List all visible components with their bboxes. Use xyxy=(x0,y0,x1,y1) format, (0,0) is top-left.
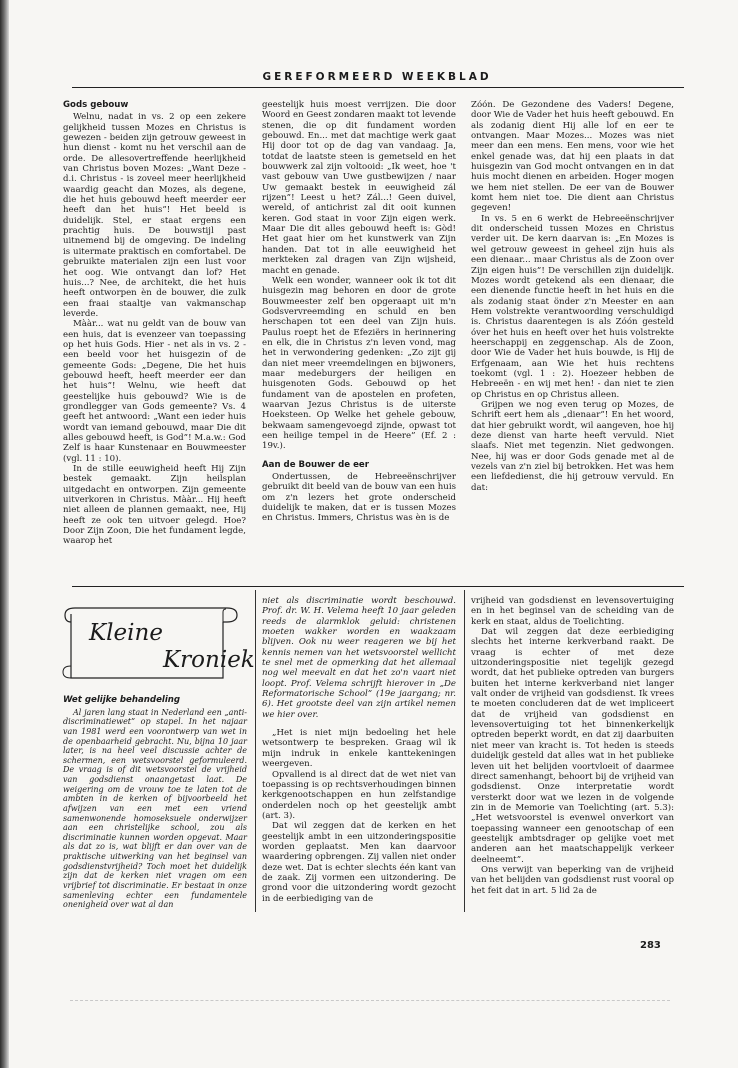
column-3 xyxy=(471,100,674,493)
paragraph: niet als discriminatie wordt beschouwd. Prof. dr. W. H. Velema heeft 10 jaar geleden reeds de alarmklok geluid: christenen moeten wakker worden en waakzaam blijven. Ook nu weer reageren we bij het kennis nemen van het wetsvoorstel wellicht te snel met de opmerking dat het allemaal nog wel meevalt en dat het zo'n vaart niet loopt. Prof. Velema schrijft hierover in „De Reformatorische School” (19e jaargang; nr. 6). Het grootste deel van zijn artikel nemen we hier over. xyxy=(262,596,456,720)
column-1 xyxy=(63,100,246,547)
column-4 xyxy=(63,696,247,910)
column-2 xyxy=(262,100,456,524)
scan-edge-shadow xyxy=(0,0,9,1068)
scan-artifact-line xyxy=(70,1000,670,1001)
section-heading-wet-gelijke-behandeling: Wet gelijke behandeling xyxy=(63,695,181,705)
kroniek-title-word-2: Kroniek xyxy=(163,647,255,673)
paragraph: Mààr... wat nu geldt van de bouw van een huis, dat is evenzeer van toepassing op het huis Gods. Hier - net als in vs. 2 - een beeld voor het huisgezin of de gemeente Gods: „Degene, Die het huis gebouwd heeft, heeft meerder eer dan het huis”! Welnu, wie heeft dat geestelijke huis gebouwd? Wie is de grondlegger van Gods gemeente? Vs. 4 geeft het antwoord: „Want een ieder huis wordt van iemand gebouwd, maar Die dit alles gebouwd heeft, is God”! M.a.w.: God Zelf is haar Kunstenaar en Bouwmeester (vgl. 11 : 10). xyxy=(63,319,246,464)
page-number: 283 xyxy=(640,940,661,951)
paragraph: Opvallend is al direct dat de wet niet van toepassing is op rechtsverhoudingen binnen kerkgenootschappen en hun zelfstandige onderdelen noch op het geestelijk ambt (art. 3). xyxy=(262,769,456,821)
paragraph: Zóón. De Gezondene des Vaders! Degene, door Wie de Vader het huis heeft gebouwd. En als zodanig dient Hij alle lof en eer te ontvangen. Maar Mozes... Mozes was niet meer dan een mens. Een mens, voor wie het enkel genade was, dat hij een plaats in dat huisgezin van God mocht ontvangen en in dat huis mocht dienen en arbeiden. Hoger mogen we hem niet stellen. De eer van de Bouwer komt hem niet toe. Die dient aan Christus gegeven! xyxy=(471,100,674,214)
paragraph: geestelijk huis moest verrijzen. Die door Woord en Geest zondaren maakt tot levende stenen, die op dit fundament worden gebouwd. En... met dat machtige werk gaat Hij door tot op de dag van vandaag. Ja, totdat de laatste steen is gemetseld en het bouwwerk zal zijn voltooid: „Ik weet, hoe 't vast gebouw van Uwe gustbewijzen / naar Uw gemaakt bestek in eeuwigheid zál rijzen”! Leest u het? Zál...! Geen duivel, wereld, of antichrist zal dit ooit kunnen keren. God staat in voor Zijn eigen werk. Maar Die dit alles gebouwd heeft is: Gòd! Het gaat hier om het kunstwerk van Zijn handen. Dat tot in alle eeuwigheid het merkteken zal dragen van Zijn wijsheid, macht en genade. xyxy=(262,100,456,276)
paragraph: Grijpen we nog even terug op Mozes, de Schrift eert hem als „dienaar”! En het woord, dat hier gebruikt wordt, wil aangeven, hoe hij deze dienst van harte heeft vervuld. Niet slaafs. Niet met tegenzin. Niet gedwongen. Nee, hij was er door Gods genade met al de vezels van z'n ziel bij betrokken. Het was hem een liefdedienst, die hij getrouw vervuld. En dat: xyxy=(471,399,674,493)
header-rule xyxy=(72,87,684,88)
paragraph: vrijheid van godsdienst en levensovertuiging en in het beginsel van de scheiding van de kerk en staat, aldus de Toelichting. xyxy=(471,596,674,627)
column-5 xyxy=(262,596,456,904)
section-divider-rule xyxy=(72,586,684,587)
paragraph: „Het is niet mijn bedoeling het hele wetsontwerp te bespreken. Graag wil ik mijn indruk in enkele kanttekeningen weergeven. xyxy=(262,728,456,770)
paragraph: Ondertussen, de Hebreeënschrijver gebruikt dit beeld van de bouw van een huis om z'n lezers het grote onderscheid duidelijk te maken, dat er is tussen Mozes en Christus. Immers, Christus was èn is de xyxy=(262,472,456,524)
kroniek-title-word-1: Kleine xyxy=(89,620,163,646)
paragraph: Al jaren lang staat in Nederland een „anti-discriminatiewet” op stapel. In het najaar van 1981 werd een voorontwerp van wet in de openbaarheid gebracht. Nu, bijna 10 jaar later, is na heel veel discussie achter de schermen, een wetsvoorstel geformuleerd. De vraag is of dit wetsvoorstel de vrijheid van godsdienst onaangetast laat. De weigering om de vrouw toe te laten tot de ambten in de kerken of bijvoorbeeld het afwijzen van een met een vriend samenwonende homoseksuele onderwijzer aan een christelijke school, zou als discriminatie kunnen worden opgevat. Maar als dat zo is, wat blijft er dan over van de praktische uitwerking van het beginsel van godsdienstvrijheid? Toch moet het duidelijk zijn dat de kerken niet vragen om een vrijbrief tot discriminatie. Er bestaat in onze samenleving echter een fundamentele onenigheid over wat al dan xyxy=(63,707,247,910)
paragraph: Welk een wonder, wanneer ook ik tot dit huisgezin mag behoren en door de grote Bouwmeester zelf ben opgeraapt uit m'n Godsvervreemding en schuld en ben herschapen tot een deel van Zijn huis. Paulus roept het de Efeziërs in herinnering en elk, die in Christus z'n leven vond, mag het in verwondering gedenken: „Zo zijt gij dan niet meer vreemdelingen en bijwoners, maar medeburgers der heiligen en huisgenoten Gods. Gebouwd op het fundament van de apostelen en profeten, waarvan Jezus Christus is de uiterste Hoeksteen. Op Welke het gehele gebouw, bekwaam samengevoegd zijnde, opwast tot een heilige tempel in de Heere” (Ef. 2 : 19v.). xyxy=(262,275,456,452)
column-6 xyxy=(471,596,674,896)
section-heading-aan-de-bouwer: Aan de Bouwer de eer xyxy=(262,459,369,470)
kleine-kroniek-banner xyxy=(57,600,255,685)
paragraph: In vs. 5 en 6 werkt de Hebreeënschrijver dit onderscheid tussen Mozes en Christus verder uit. De kern daarvan is: „En Mozes is wel getrouw geweest in geheel zijn huis als een dienaar... maar Christus als de Zoon over Zijn eigen huis”! De verschillen zijn duidelijk. Mozes wordt getekend als een dienaar, die een dienende functie heeft in het huis en die als zodanig staat önder z'n Meester en aan Hem volstrekte verantwoording verschuldigd is. Christus daarentegen is als Zóón gesteld óver het huis en heeft over het huis volstrekte heerschappij en zeggenschap. Als de Zoon, door Wie de Vader het huis bouwde, is Hij de Erfgenaam, aan Wie het huis rechtens toekomt (vgl. 1 : 2). Hoezeer hebben de Hebreeën - en wij met hen! - dan niet te zien op Christus en op Christus alleen. xyxy=(471,213,674,400)
column-divider xyxy=(464,590,465,912)
paragraph: Dat wil zeggen dat de kerken en het geestelijk ambt in een uitzonderingspositie worden geplaatst. Men kan daarvoor waardering opbrengen. Zij vallen niet onder deze wet. Dat is echter slechts één kant van de zaak. Zij vormen een uitzondering. De grond voor die uitzondering wordt gezocht in de eerbiediging van de xyxy=(262,821,456,904)
paragraph: In de stille eeuwigheid heeft Hij Zijn bestek gemaakt. Zijn heilsplan uitgedacht en ontworpen. Zijn gemeente uitverkoren in Christus. Mààr... Hij heeft niet alleen de plannen gemaakt, nee, Hij heeft ze ook ten uitvoer gelegd. Hoe? Door Zijn Zoon, Die het fundament legde, waarop het xyxy=(63,464,246,547)
paragraph: Welnu, nadat in vs. 2 op een zekere gelijkheid tussen Mozes en Christus is gewezen - beiden zijn getrouw geweest in hun dienst - komt nu het verschil aan de orde. De allesovertreffende heerlijkheid van Christus boven Mozes: „Want Deze - d.i. Christus - is zoveel meer heerlijkheid waardig geacht dan Mozes, als degene, die het huis gebouwd heeft meerder eer heeft dan het huis”! Het beeld is duidelijk. Stel, er staat ergens een prachtig huis. De bouwstijl past uitnemend bij de omgeving. De indeling is uitermate praktisch en comfortabel. De gebruikte materialen zijn een lust voor het oog. Wie ontvangt dan lof? Het huis...? Nee, de architekt, die het huis heeft ontworpen èn de bouwer, die zulk een fraai staaltje van vakmanschap leverde. xyxy=(63,112,246,319)
paragraph: Ons verwijt van beperking van de vrijheid van het belijden van godsdienst rust vooral op het feit dat in art. 5 lid 2a de xyxy=(471,864,674,896)
masthead-title: GEREFORMEERD WEEKBLAD xyxy=(262,71,492,83)
column-divider xyxy=(255,590,256,912)
paragraph: Dat wil zeggen dat deze eerbiediging slechts het interne kerkverband raakt. De vraag is echter of met deze uitzonderingspositie niet tegelijk gezegd wordt, dat het publieke optreden van burgers buiten het interne kerkverband niet langer valt onder de vrijheid van godsdienst. Ik vrees te moeten concluderen dat de wet impliceert dat de vrijheid van godsdienst en levensovertuiging tot het binnenkerkelijk optreden beperkt wordt, en dat zij daarbuiten niet meer van kracht is. Tot heden is steeds duidelijk gesteld dat alles wat in het publieke leven uit het belijden voortvloeit of daarmee direct samenhangt, behoort bij de vrijheid van godsdienst. Onze interpretatie wordt versterkt door wat we lezen in de volgende zin in de Memorie van Toelichting (art. 5.3): „Het wetsvoorstel is evenwel onverkort van toepassing wanneer een genootschap of een geestelijk ambtsdrager op gelijke voet met anderen aan het maatschappelijk verkeer deelneemt”. xyxy=(471,627,674,865)
section-heading-gods-gebouw: Gods gebouw xyxy=(63,100,129,110)
